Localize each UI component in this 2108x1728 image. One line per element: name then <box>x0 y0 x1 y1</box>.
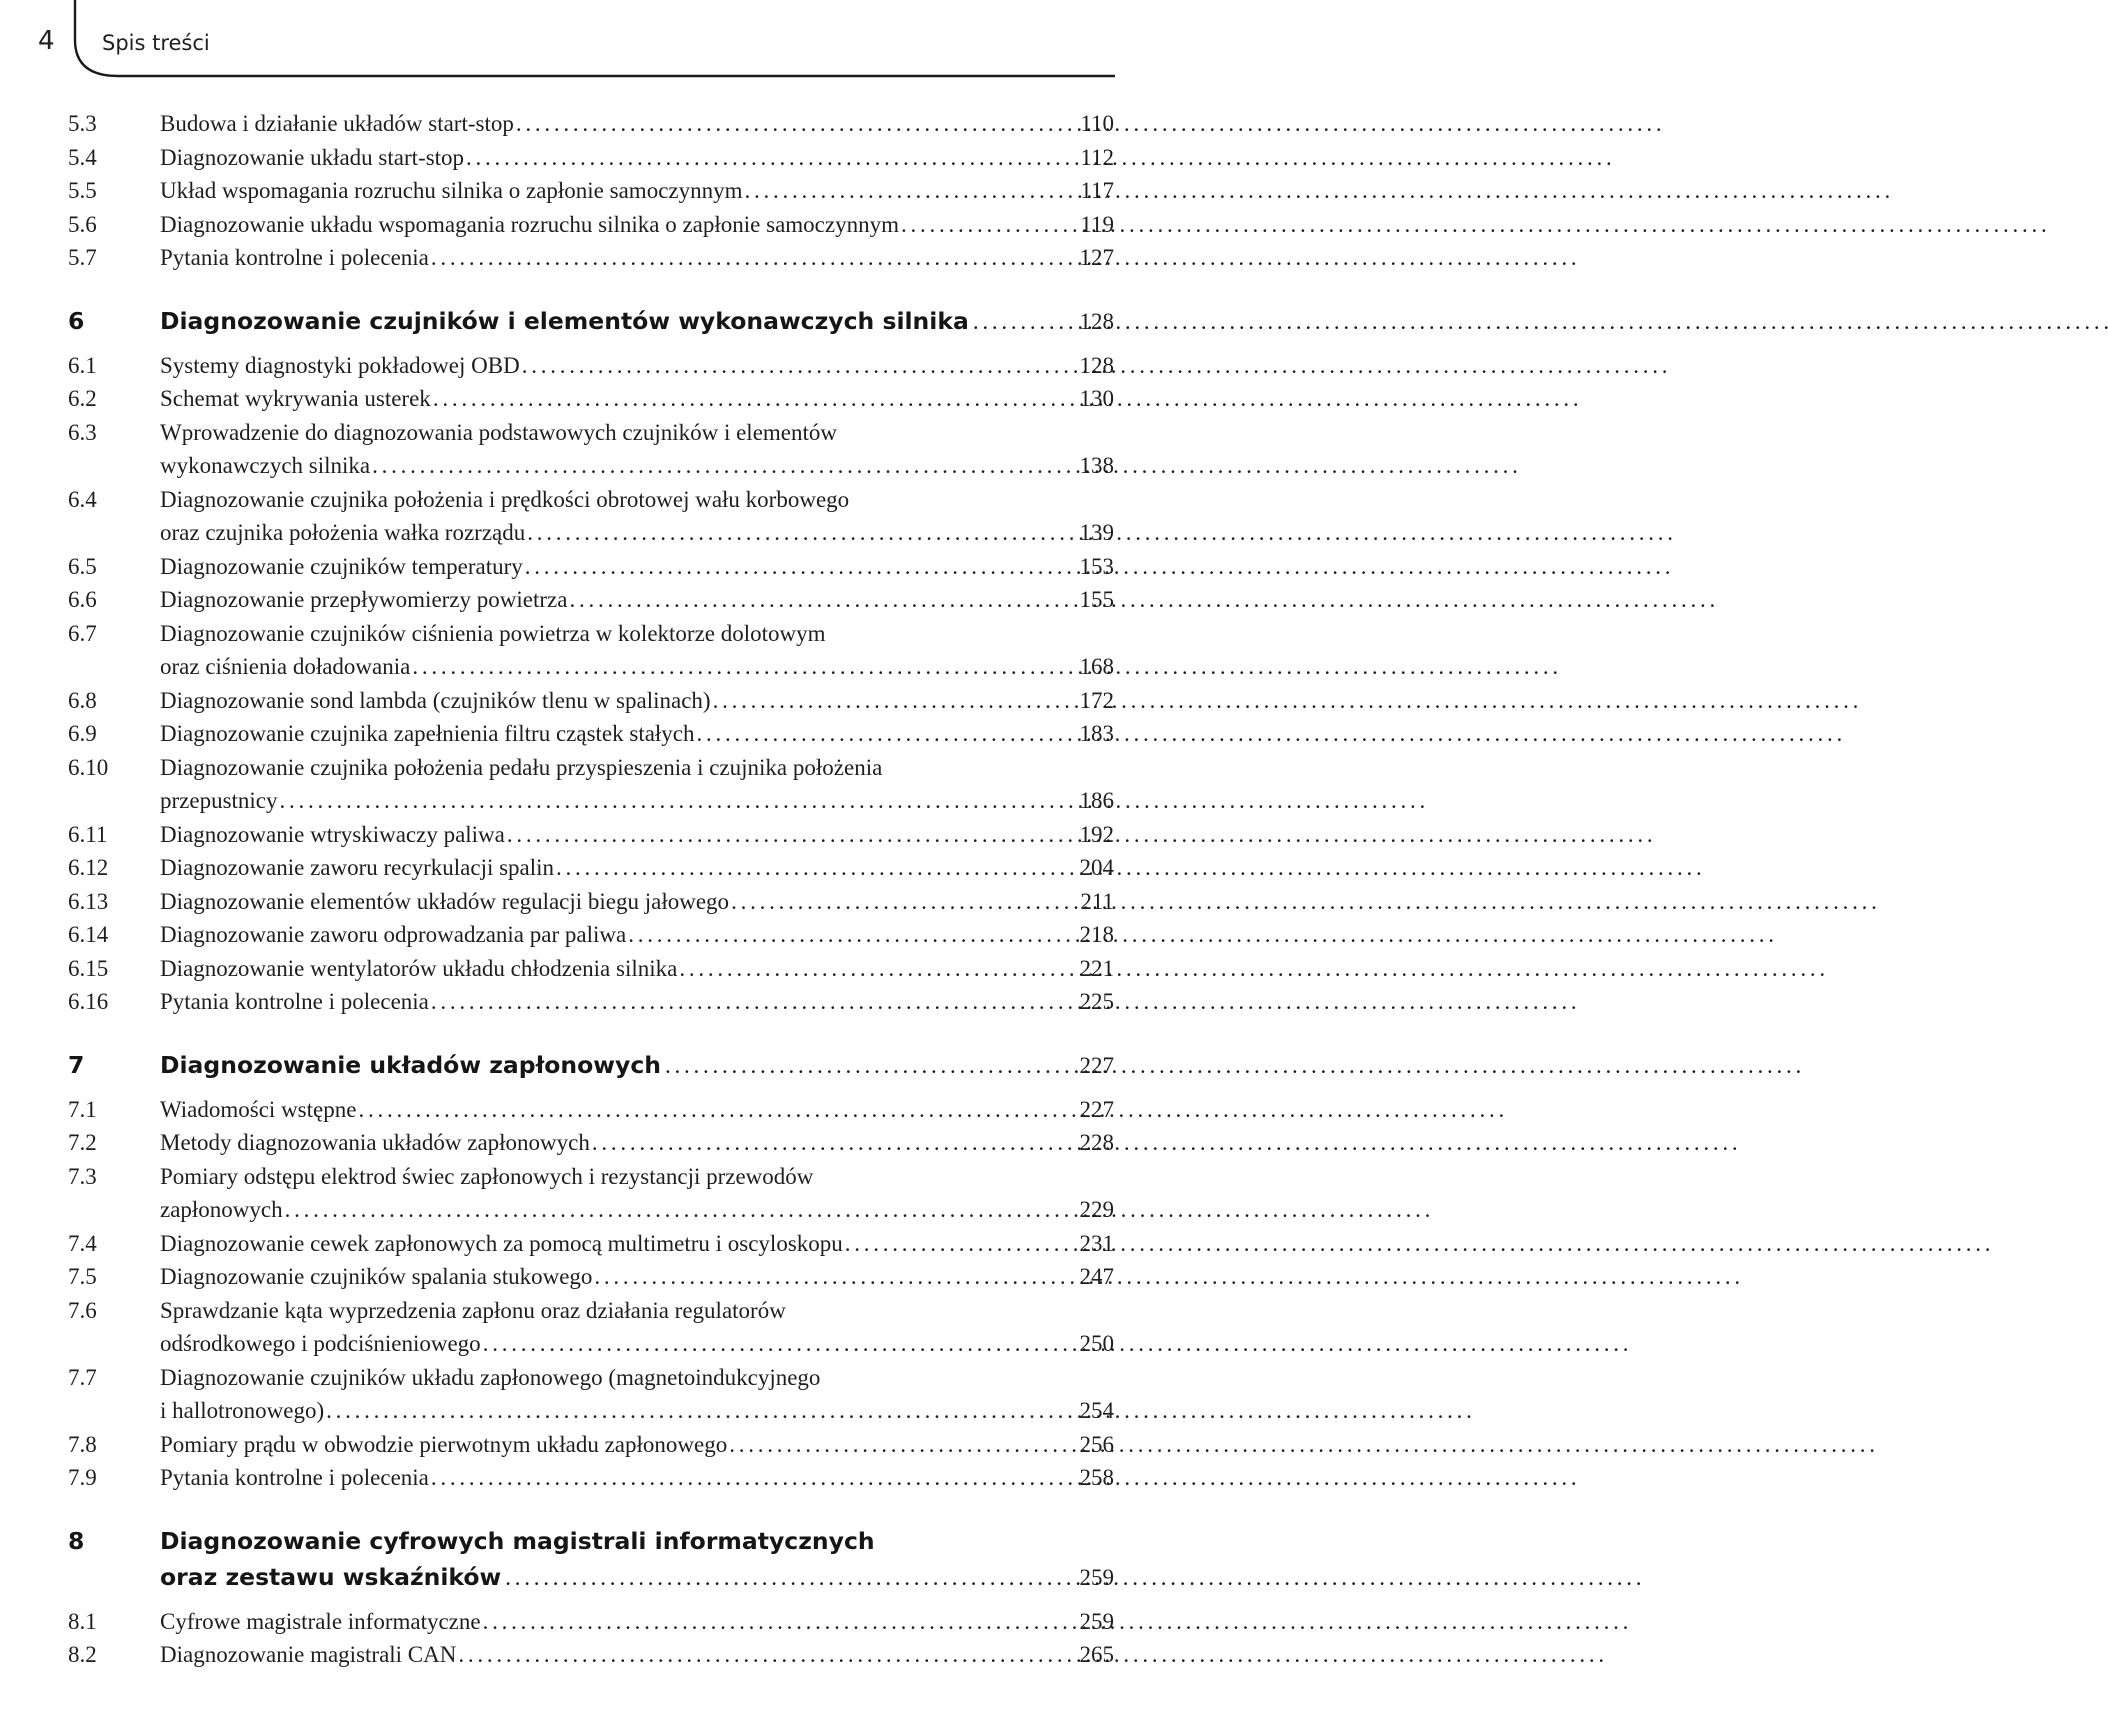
dot-leader <box>711 684 1038 718</box>
section-title: Diagnozowanie przepływomierzy powietrza <box>160 587 568 612</box>
section-number: 5.4 <box>68 144 97 170</box>
chapter-number: 7 <box>68 1050 85 1079</box>
section-number: 6.12 <box>68 855 109 880</box>
page-ref: 254 <box>1079 1398 1114 1423</box>
section-number: 5.3 <box>68 111 97 136</box>
entry-line <box>160 382 1114 416</box>
entry-line <box>160 141 1114 175</box>
chapter-number: 8 <box>68 1526 85 1555</box>
section-number: 5.5 <box>68 178 97 203</box>
entry-line <box>160 1394 1114 1428</box>
toc-entry[interactable] <box>0 550 1158 584</box>
section-number: 6.15 <box>68 955 109 981</box>
toc-entry[interactable] <box>0 1093 1158 1127</box>
toc-entry[interactable] <box>0 717 1158 751</box>
dot-leader <box>456 1638 1038 1672</box>
section-title: Układ wspomagania rozruchu silnika o zapłonie samoczynnym <box>160 178 743 203</box>
dot-leader <box>661 1048 1038 1084</box>
toc-entry[interactable] <box>0 1428 1158 1462</box>
toc-entry[interactable] <box>0 1126 1158 1160</box>
entry-line <box>160 851 1114 885</box>
toc-entry[interactable] <box>0 483 1158 550</box>
entry-line <box>160 241 1114 275</box>
page-ref: 227 <box>1079 1052 1114 1078</box>
entry-line <box>160 174 1114 208</box>
chapter-title: Diagnozowanie czujników i elementów wykonawczych silnika <box>160 306 969 335</box>
section-title: Metody diagnozowania układów zapłonowych <box>160 1130 590 1155</box>
entry-line <box>160 550 1114 584</box>
page-ref: 127 <box>1079 245 1114 270</box>
page-ref: 117 <box>1080 178 1114 203</box>
dot-leader <box>514 107 1038 141</box>
section-title: Diagnozowanie wtryskiwaczy paliwa <box>160 821 505 847</box>
dot-leader <box>505 818 1038 852</box>
page-ref: 265 <box>1079 1642 1114 1667</box>
entry-line <box>160 1559 1114 1595</box>
entry-line <box>160 1461 1114 1495</box>
chapter-number: 6 <box>68 306 85 335</box>
entry-line <box>160 684 1114 718</box>
dot-leader <box>429 1461 1038 1495</box>
section-title: Diagnozowanie czujnika położenia pedału przyspieszenia i czujnika położenia <box>160 754 883 780</box>
dot-leader <box>554 851 1038 885</box>
toc-entry[interactable] <box>0 851 1158 885</box>
page-ref: 186 <box>1079 788 1114 813</box>
entry-line <box>160 650 1114 684</box>
toc-entry[interactable] <box>0 1605 1158 1639</box>
toc-chapter[interactable] <box>0 303 1158 339</box>
entry-line <box>160 349 1114 383</box>
entry-line <box>160 784 1114 818</box>
dot-leader <box>969 304 1038 340</box>
section-number: 6.11 <box>68 821 108 847</box>
page-ref: 228 <box>1079 1130 1114 1155</box>
toc-entry[interactable] <box>0 818 1158 852</box>
section-title: odśrodkowego i podciśnieniowego <box>160 1331 481 1356</box>
section-title: wykonawczych silnika <box>160 453 371 478</box>
dot-leader <box>283 1193 1038 1227</box>
section-number: 6.4 <box>68 486 97 512</box>
page-ref: 183 <box>1079 721 1114 746</box>
chapter-title: oraz zestawu wskaźników <box>160 1562 502 1591</box>
chapter-title: Diagnozowanie cyfrowych magistrali informatycznych <box>160 1526 875 1555</box>
section-title: Diagnozowanie czujnika położenia i prędkości obrotowej wału korbowego <box>160 486 850 512</box>
page-number: 4 <box>38 26 55 56</box>
dot-leader <box>370 449 1038 483</box>
toc-entry[interactable] <box>0 349 1158 383</box>
entry-line <box>160 1093 1114 1127</box>
section-title: Diagnozowanie sond lambda (czujników tlenu w spalinach) <box>160 687 711 713</box>
section-number: 7.3 <box>68 1163 97 1189</box>
section-number: 7.4 <box>68 1230 97 1256</box>
toc-entry[interactable] <box>0 952 1158 986</box>
dot-leader <box>429 241 1038 275</box>
toc-chapter[interactable] <box>0 1047 1158 1083</box>
section-number: 7.6 <box>68 1297 97 1323</box>
section-title: Diagnozowanie wentylatorów układu chłodzenia silnika <box>160 955 678 981</box>
entry-line <box>160 1294 1114 1328</box>
section-number: 7.7 <box>68 1364 97 1390</box>
section-title: oraz ciśnienia doładowania <box>160 654 411 679</box>
section-number: 6.7 <box>68 620 97 646</box>
dot-leader <box>899 208 1038 242</box>
toc-entry[interactable] <box>0 1294 1158 1361</box>
toc-entry[interactable] <box>0 751 1158 818</box>
page-ref: 128 <box>1079 308 1114 334</box>
section-title: Systemy diagnostyki pokładowej OBD <box>160 352 520 378</box>
section-title: Diagnozowanie cewek zapłonowych za pomocą multimetru i oscyloskopu <box>160 1230 843 1256</box>
section-title: Sprawdzanie kąta wyprzedzenia zapłonu oraz działania regulatorów <box>160 1297 786 1323</box>
dot-leader <box>431 382 1038 416</box>
section-number: 6.3 <box>68 419 97 445</box>
page-ref: 259 <box>1079 1608 1114 1634</box>
section-title: Wprowadzenie do diagnozowania podstawowych czujników i elementów <box>160 419 838 445</box>
section-number: 7.2 <box>68 1130 97 1155</box>
entry-line <box>160 1160 1114 1194</box>
page-ref: 229 <box>1079 1197 1114 1222</box>
dot-leader <box>843 1227 1038 1261</box>
section-number: 6.13 <box>68 888 109 914</box>
section-number: 8.2 <box>68 1642 97 1667</box>
toc-entry[interactable] <box>0 985 1158 1019</box>
page-ref: 139 <box>1079 520 1114 545</box>
dot-leader <box>523 550 1038 584</box>
page-ref: 256 <box>1079 1431 1114 1457</box>
toc-entry[interactable] <box>0 1160 1158 1227</box>
page-ref: 231 <box>1079 1230 1114 1256</box>
page-ref: 138 <box>1079 453 1114 478</box>
dot-leader <box>695 717 1038 751</box>
toc-chapter[interactable] <box>0 1523 1158 1595</box>
section-title: zapłonowych <box>160 1197 283 1222</box>
section-title: Diagnozowanie układu wspomagania rozruchu silnika o zapłonie samoczynnym <box>160 211 899 237</box>
entry-line <box>160 516 1114 550</box>
entry-line <box>160 1327 1114 1361</box>
section-number: 7.5 <box>68 1264 97 1289</box>
section-number: 6.10 <box>68 754 109 780</box>
entry-line <box>160 416 1114 450</box>
section-number: 6.5 <box>68 553 97 579</box>
dot-leader <box>729 885 1038 919</box>
dot-leader <box>501 1560 1038 1596</box>
section-title: Pomiary odstępu elektrod świec zapłonowych i rezystancji przewodów <box>160 1163 814 1189</box>
entry-line <box>160 1428 1114 1462</box>
toc-entry[interactable] <box>0 1227 1158 1261</box>
entry-line <box>160 985 1114 1019</box>
dot-leader <box>481 1327 1038 1361</box>
section-title: Pytania kontrolne i polecenia <box>160 989 429 1014</box>
toc-entry[interactable] <box>0 684 1158 718</box>
dot-leader <box>592 1260 1038 1294</box>
section-number: 7.8 <box>68 1431 97 1457</box>
section-title: Pytania kontrolne i polecenia <box>160 245 429 270</box>
page-ref: 225 <box>1079 989 1114 1014</box>
entry-line <box>160 918 1114 952</box>
entry-line <box>160 1523 1114 1559</box>
dot-leader <box>590 1126 1038 1160</box>
section-title: Diagnozowanie czujników ciśnienia powietrza w kolektorze dolotowym <box>160 620 826 646</box>
page-ref: 112 <box>1080 144 1114 170</box>
toc-entry[interactable] <box>0 1638 1158 1672</box>
toc-entry[interactable] <box>0 885 1158 919</box>
toc-entry[interactable] <box>0 174 1158 208</box>
section-title: Diagnozowanie zaworu odprowadzania par paliwa <box>160 922 627 947</box>
section-title: Budowa i działanie układów start-stop <box>160 111 514 136</box>
section-title: oraz czujnika położenia wałka rozrządu <box>160 520 526 545</box>
toc-entry[interactable] <box>0 241 1158 275</box>
dot-leader <box>278 784 1038 818</box>
page-ref: 192 <box>1079 821 1114 847</box>
page-ref: 227 <box>1079 1096 1114 1122</box>
page-ref: 258 <box>1079 1465 1114 1490</box>
entry-line <box>160 952 1114 986</box>
toc-entry[interactable] <box>0 1461 1158 1495</box>
page-ref: 250 <box>1079 1331 1114 1356</box>
section-title: Diagnozowanie czujników układu zapłonowego (magnetoindukcyjnego <box>160 1364 821 1390</box>
section-number: 6.16 <box>68 989 109 1014</box>
section-number: 6.14 <box>68 922 109 947</box>
entry-line <box>160 818 1114 852</box>
page-ref: 221 <box>1079 955 1114 981</box>
dot-leader <box>356 1093 1038 1127</box>
entry-line <box>160 1605 1114 1639</box>
toc-entry[interactable] <box>0 583 1158 617</box>
section-number: 6.1 <box>68 352 97 378</box>
page-ref: 110 <box>1080 111 1114 136</box>
toc-entry[interactable] <box>0 1260 1158 1294</box>
entry-line <box>160 1260 1114 1294</box>
page-ref: 119 <box>1080 211 1114 237</box>
dot-leader <box>677 952 1038 986</box>
toc-entry[interactable] <box>0 141 1158 175</box>
page-ref: 168 <box>1079 654 1114 679</box>
entry-line <box>160 1638 1114 1672</box>
toc-entry[interactable] <box>0 1361 1158 1428</box>
section-title: Diagnozowanie magistrali CAN <box>160 1642 457 1667</box>
toc-entry[interactable] <box>0 617 1158 684</box>
section-number: 5.7 <box>68 245 97 270</box>
section-title: Diagnozowanie czujników spalania stukowego <box>160 1264 593 1289</box>
section-number: 7.9 <box>68 1465 97 1490</box>
page-ref: 247 <box>1079 1264 1114 1289</box>
dot-leader <box>410 650 1038 684</box>
entry-line <box>160 1193 1114 1227</box>
dot-leader <box>727 1428 1038 1462</box>
entry-line <box>160 717 1114 751</box>
section-number: 6.8 <box>68 687 97 713</box>
page-ref: 153 <box>1079 553 1114 579</box>
dot-leader <box>520 349 1038 383</box>
entry-line <box>160 1361 1114 1395</box>
dot-leader <box>626 918 1038 952</box>
dot-leader <box>481 1605 1038 1639</box>
toc-entry[interactable] <box>0 918 1158 952</box>
dot-leader <box>525 516 1038 550</box>
section-title: Wiadomości wstępne <box>160 1096 357 1122</box>
entry-line <box>160 107 1114 141</box>
section-title: przepustnicy <box>160 788 278 813</box>
section-title: Diagnozowanie czujnika zapełnienia filtru cząstek stałych <box>160 721 695 746</box>
page-ref: 211 <box>1080 888 1114 914</box>
entry-line <box>160 449 1114 483</box>
entry-line <box>160 1227 1114 1261</box>
dot-leader <box>567 583 1038 617</box>
page-ref: 155 <box>1079 587 1114 612</box>
page-ref: 128 <box>1079 352 1114 378</box>
entry-line <box>160 885 1114 919</box>
section-title: Cyfrowe magistrale informatyczne <box>160 1608 481 1634</box>
entry-line <box>160 1047 1114 1083</box>
page-ref: 259 <box>1079 1564 1114 1590</box>
section-title: Diagnozowanie elementów układów regulacji biegu jałowego <box>160 888 730 914</box>
page-ref: 172 <box>1079 687 1114 713</box>
entry-line <box>160 583 1114 617</box>
chapter-title: Diagnozowanie układów zapłonowych <box>160 1050 661 1079</box>
section-title: Pomiary prądu w obwodzie pierwotnym układu zapłonowego <box>160 1431 728 1457</box>
entry-line <box>160 617 1114 651</box>
running-title: Spis treści <box>102 31 210 55</box>
entry-line <box>160 303 1114 339</box>
entry-line <box>160 1126 1114 1160</box>
dot-leader <box>324 1394 1038 1428</box>
section-number: 6.6 <box>68 587 97 612</box>
section-number: 7.1 <box>68 1096 97 1122</box>
section-title: i hallotronowego) <box>160 1398 325 1423</box>
dot-leader <box>464 141 1038 175</box>
entry-line <box>160 751 1114 785</box>
section-title: Schemat wykrywania usterek <box>160 386 431 411</box>
page-ref: 130 <box>1079 386 1114 411</box>
entry-line <box>160 208 1114 242</box>
toc-entry[interactable] <box>0 382 1158 416</box>
entry-line <box>160 483 1114 517</box>
section-number: 6.2 <box>68 386 97 411</box>
page-ref: 204 <box>1079 855 1114 880</box>
toc-entry[interactable] <box>0 107 1158 141</box>
section-number: 5.6 <box>68 211 97 237</box>
page-ref: 218 <box>1079 922 1114 947</box>
toc-entry[interactable] <box>0 416 1158 483</box>
section-title: Pytania kontrolne i polecenia <box>160 1465 429 1490</box>
section-number: 8.1 <box>68 1608 97 1634</box>
dot-leader <box>743 174 1038 208</box>
toc-entry[interactable] <box>0 208 1158 242</box>
section-number: 6.9 <box>68 721 97 746</box>
section-title: Diagnozowanie zaworu recyrkulacji spalin <box>160 855 555 880</box>
section-title: Diagnozowanie czujników temperatury <box>160 553 523 579</box>
dot-leader <box>429 985 1038 1019</box>
section-title: Diagnozowanie układu start-stop <box>160 144 465 170</box>
